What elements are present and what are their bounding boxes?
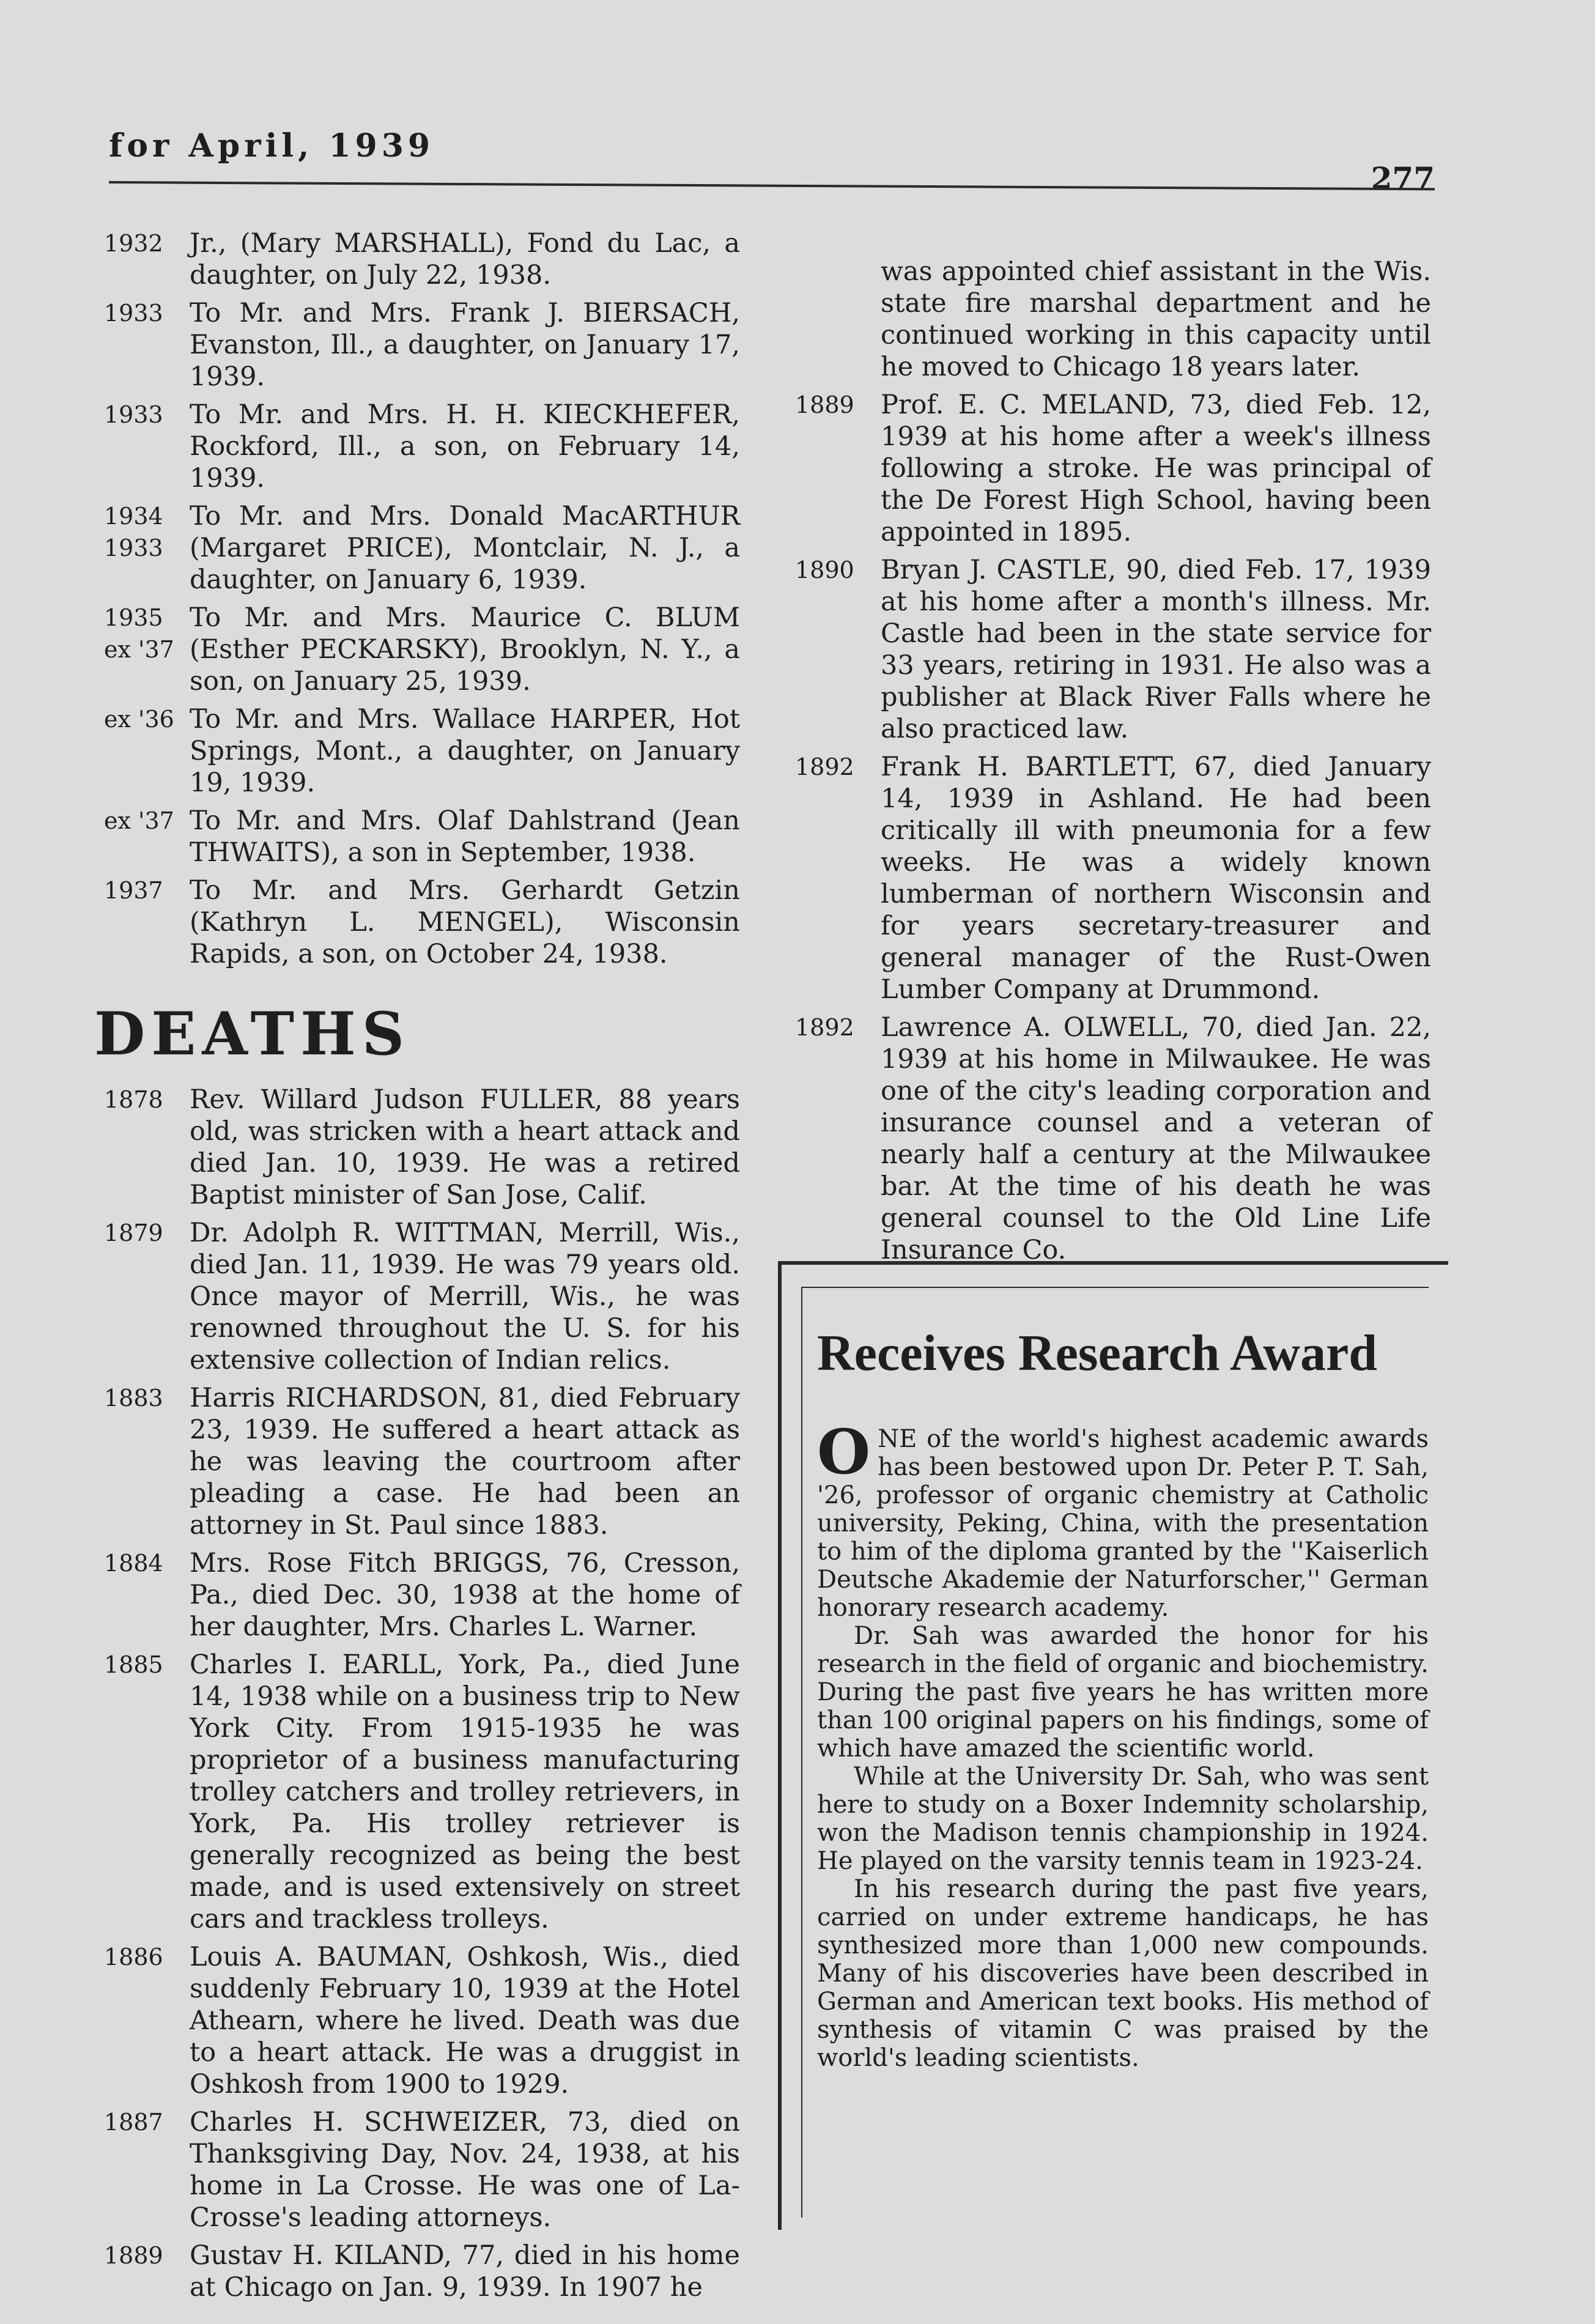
class-year: 1887 [104,2109,163,2136]
death-entry [104,1217,740,1376]
entry-text: Mrs. Rose Fitch BRIGGS, 76, Cresson, Pa., died Dec. 30, 1938 at the home of her daughter, Mrs. Charles L. Warner. [190,1548,740,1642]
class-year: 1879 [104,1219,163,1246]
death-entry [104,1382,740,1541]
entry-text: Louis A. BAUMAN, Oshkosh, Wis., died suddenly February 10, 1939 at the Hotel Athearn, where he lived. Death was due to a heart attack. He was a druggist in Oshkosh from 1900 to 1929. [190,1942,740,2100]
death-entry [104,1547,740,1643]
entry-text: To Mr. and Mrs. Olaf Dahlstrand (Jean THWAITS), a son in September, 1938. [190,805,740,868]
article-paragraph [817,1416,1429,1622]
header-rule [109,181,1435,190]
award-article-box [778,1261,1448,2230]
entry-text: Gustav H. KILAND, 77, died in his home at Chicago on Jan. 9, 1939. In 1907 he [190,2240,740,2303]
death-entry [795,389,1431,548]
article-paragraph: While at the University Dr. Sah, who was sent here to study on a Boxer Indemnity scholarship, won the Madison tennis championship in 1924. He played on the varsity tennis team in 1923-24. [817,1763,1429,1875]
entry-text: Charles I. EARLL, York, Pa., died June 14, 1938 while on a business trip to New York City. From 1915-1935 he was proprietor of a business manufacturing trolley catchers and trolley retrievers, in York, Pa. His trolley retriever is generally recognized as being the best made, and is used extensively on street cars and trackless trolleys. [190,1649,740,1934]
birth-entry [104,805,740,868]
article-paragraph: In his research during the past five years, carried on under extreme handicaps, he has synthesized more than 1,000 new compounds. Many of his discoveries have been described in German and American text books. His method of synthesis of vitamin C was praised by the world's leading scientists. [817,1875,1429,2072]
class-year: 1885 [104,1651,163,1678]
death-entry [104,2106,740,2233]
article-body [817,1416,1429,2072]
class-year: 1878 [104,1086,163,1113]
entry-text: To Mr. and Mrs. H. H. KIECKHEFER, Rockford, Ill., a son, on February 14, 1939. [190,399,740,494]
class-year: 1892 [795,1014,854,1041]
death-entry [795,751,1431,1005]
birth-entry [104,228,740,291]
entry-text: Harris RICHARDSON, 81, died February 23, 1939. He suffered a heart attack as he was leaving the courtroom after pleading a case. He had been an attorney in St. Paul since 1883. [190,1383,740,1541]
page-number: 277 [1371,160,1435,196]
article-title: Receives Research Award [817,1325,1377,1382]
entry-text: Jr., (Mary MARSHALL), Fond du Lac, a daughter, on July 22, 1938. [190,228,740,290]
death-entry [795,1012,1431,1266]
entry-continuation: was appointed chief assistant in the Wis. state fire marshal department and he continued working in this capacity until he moved to Chicago 18 years later. [881,256,1431,382]
award-article-inner [801,1287,1429,2218]
class-year: ex '36 [104,706,174,733]
running-header: for April, 1939 [109,127,435,165]
class-year: 1932 [104,230,163,257]
class-year: 1884 [104,1550,163,1577]
death-entry [104,1084,740,1211]
birth-entry [104,703,740,799]
entry-text: To Mr. and Mrs. Maurice C. BLUM (Esther PECKARSKY), Brooklyn, N. Y., a son, on January 25, 1939. [190,602,740,697]
entry-text: To Mr. and Mrs. Frank J. BIERSACH, Evanston, Ill., a daughter, on January 17, 1939. [190,298,740,392]
left-column [94,228,740,2309]
class-year: 1937 [104,877,163,904]
birth-entry [104,500,740,596]
class-year: 1935 ex '37 [104,604,174,663]
birth-entry [104,875,740,970]
class-year: ex '37 [104,807,174,834]
class-year: 1883 [104,1385,163,1412]
entry-text: To Mr. and Mrs. Donald MacARTHUR (Margaret PRICE), Montclair, N. J., a daughter, on January 6, 1939. [190,501,740,595]
death-entry [104,1941,740,2100]
class-year: 1934 1933 [104,503,163,561]
birth-entry [104,602,740,697]
entry-text: Prof. E. C. MELAND, 73, died Feb. 12, 1939 at his home after a week's illness following a stroke. He was principal of the De Forest High School, having been appointed in 1895. [881,390,1431,547]
paragraph-text: NE of the world's highest academic awards has been bestowed upon Dr. Peter P. T. Sah, '26, professor of organic chemistry at Catholic university, Peking, China, with the presentation to him of the diploma granted by the ''Kaiserlich Deutsche Akademie der Naturforscher,'' German honorary research academy. [817,1425,1429,1622]
article-paragraph: Dr. Sah was awarded the honor for his research in the field of organic and biochemistry. During the past five years he has written more than 100 original papers on his findings, some of which have amazed the scientific world. [817,1622,1429,1763]
class-year: 1933 [104,300,163,327]
right-column [795,256,1431,1272]
entry-text: Lawrence A. OLWELL, 70, died Jan. 22, 1939 at his home in Milwaukee. He was one of the city's leading corporation and insurance counsel and a veteran of nearly half a century at the Milwaukee bar. At the time of his death he was general counsel to the Old Line Life Insurance Co. [881,1012,1431,1265]
entry-text: Frank H. BARTLETT, 67, died January 14, 1939 in Ashland. He had been critically ill with pneumonia for a few weeks. He was a widely known lumberman of northern Wisconsin and for years secretary-treasurer and general manager of the Rust-Owen Lumber Company at Drummond. [881,752,1431,1005]
entry-text: Bryan J. CASTLE, 90, died Feb. 17, 1939 at his home after a month's illness. Mr. Castle had been in the state service for 33 years, retiring in 1931. He also was a publisher at Black River Falls where he also practiced law. [881,555,1431,744]
entry-text: To Mr. and Mrs. Gerhardt Getzin (Kathryn L. MENGEL), Wisconsin Rapids, a son, on October 24, 1938. [190,875,740,969]
birth-entry [104,297,740,393]
class-year: 1889 [795,391,854,418]
class-year: 1892 [795,753,854,780]
drop-cap: O [817,1416,871,1488]
deaths-heading: DEATHS [94,999,411,1068]
entry-text: Rev. Willard Judson FULLER, 88 years old, was stricken with a heart attack and died Jan. 10, 1939. He was a retired Baptist minister of San Jose, Calif. [190,1084,740,1210]
entry-text: Charles H. SCHWEIZER, 73, died on Thanksgiving Day, Nov. 24, 1938, at his home in La Crosse. He was one of La-Crosse's leading attorneys. [190,2107,740,2233]
birth-entry [104,399,740,494]
class-year: 1890 [795,557,854,583]
class-year: 1933 [104,401,163,428]
death-entry [795,554,1431,745]
entry-text: To Mr. and Mrs. Wallace HARPER, Hot Springs, Mont., a daughter, on January 19, 1939. [190,704,740,798]
death-entry [104,1649,740,1935]
entry-text: Dr. Adolph R. WITTMAN, Merrill, Wis., died Jan. 11, 1939. He was 79 years old. Once mayor of Merrill, Wis., he was renowned throughout the U. S. for his extensive collection of Indian relics. [190,1218,740,1375]
class-year: 1889 [104,2242,163,2269]
class-year: 1886 [104,1944,163,1971]
death-entry [104,2240,740,2303]
